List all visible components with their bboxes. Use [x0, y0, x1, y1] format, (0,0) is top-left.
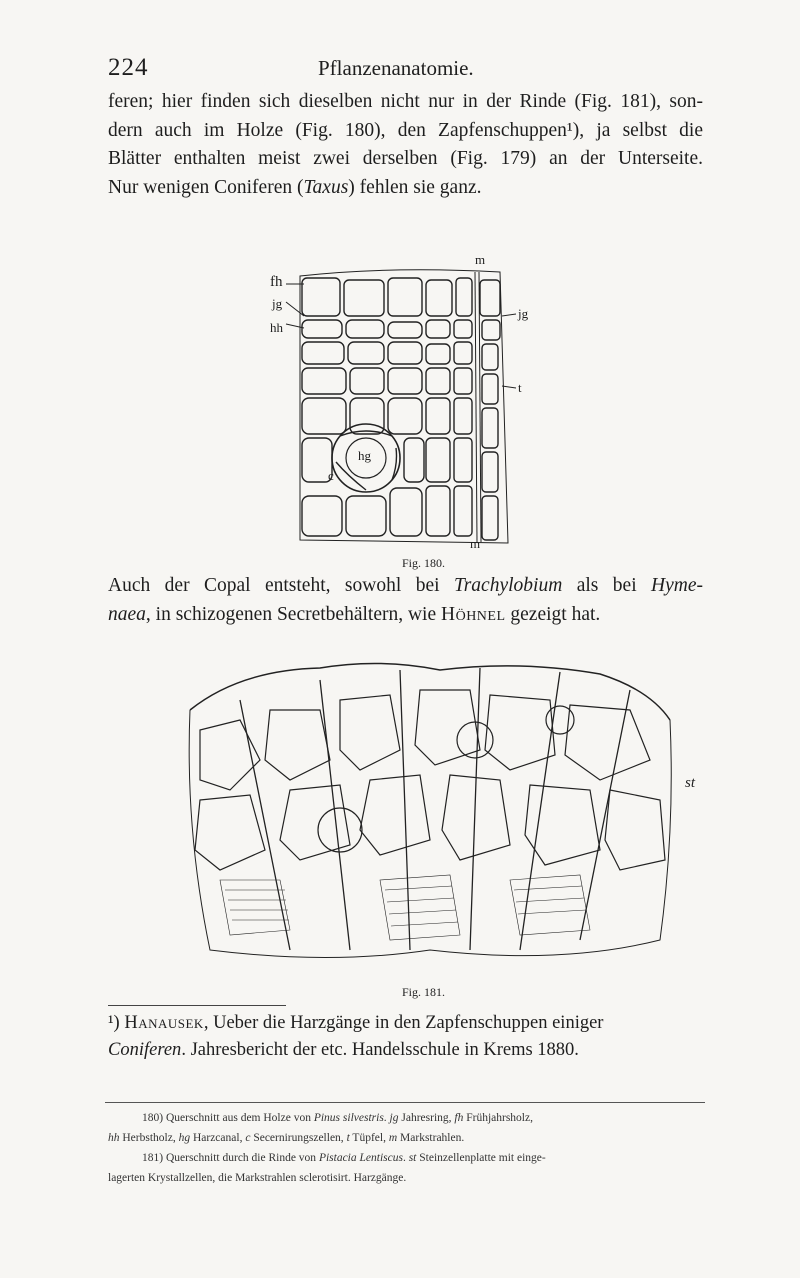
label-st: st	[685, 775, 696, 791]
text-line: feren; hier finden sich dieselben nicht nur in der Rinde (Fig. 181), son-	[108, 91, 703, 112]
label-c: c	[328, 468, 334, 483]
bark-cross-section-illustration	[180, 650, 680, 980]
figure-181-caption: Fig. 181.	[402, 985, 446, 999]
label-m-top: m	[475, 252, 486, 267]
footnote-rule	[108, 1005, 286, 1006]
label-t: t	[518, 380, 522, 395]
running-title: Pflanzenanatomie.	[318, 56, 474, 80]
text-line: Blätter enthalten meist zwei derselben (Fig. 179) an der Unterseite.	[108, 148, 703, 169]
text-line: 180) Querschnitt aus dem Holze von Pinus silvestris. jg Jahresring, fh Frühjahrsholz,	[142, 1112, 533, 1124]
label-hg: hg	[358, 448, 371, 463]
text-line: naea, in schizogenen Secretbehältern, wie Höhnel gezeigt hat.	[108, 603, 601, 625]
figure-181	[180, 650, 720, 980]
paragraph-1	[108, 88, 703, 202]
paragraph-2	[108, 572, 703, 629]
wood-cross-section-illustration	[270, 258, 570, 548]
figure-180	[270, 252, 570, 551]
text-line: hh Herbstholz, hg Harzcanal, c Secernirungszellen, t Tüpfel, m Markstrahlen.	[108, 1132, 465, 1144]
label-fh: fh	[270, 274, 283, 290]
text-line: Coniferen. Jahresbericht der etc. Handelsschule in Krems 1880.	[108, 1040, 579, 1060]
figure-legend	[108, 1108, 704, 1188]
figure-180-caption: Fig. 180.	[402, 556, 446, 570]
text-line: 181) Querschnitt durch die Rinde von Pistacia Lentiscus. st Steinzellenplatte mit einge-	[142, 1152, 546, 1164]
text-line: Nur wenigen Coniferen (Taxus) fehlen sie ganz.	[108, 176, 482, 198]
page-number: 224	[108, 54, 149, 81]
text-line: ¹) Hanausek, Ueber die Harzgänge in den Zapfenschuppen einiger	[108, 1013, 604, 1033]
label-jg-left: jg	[272, 296, 283, 311]
text-line: dern auch im Holze (Fig. 180), den Zapfenschuppen¹), ja selbst die	[108, 119, 703, 141]
footnote	[108, 1010, 704, 1064]
label-m-bottom: m	[470, 536, 481, 551]
legend-rule	[105, 1102, 705, 1103]
text-line: Auch der Copal entsteht, sowohl bei Trachylobium als bei Hyme-	[108, 575, 703, 596]
text-line: lagerten Krystallzellen, die Markstrahlen sclerotisirt. Harzgänge.	[108, 1172, 407, 1184]
label-hh: hh	[270, 320, 283, 335]
label-jg-right: jg	[518, 306, 529, 321]
